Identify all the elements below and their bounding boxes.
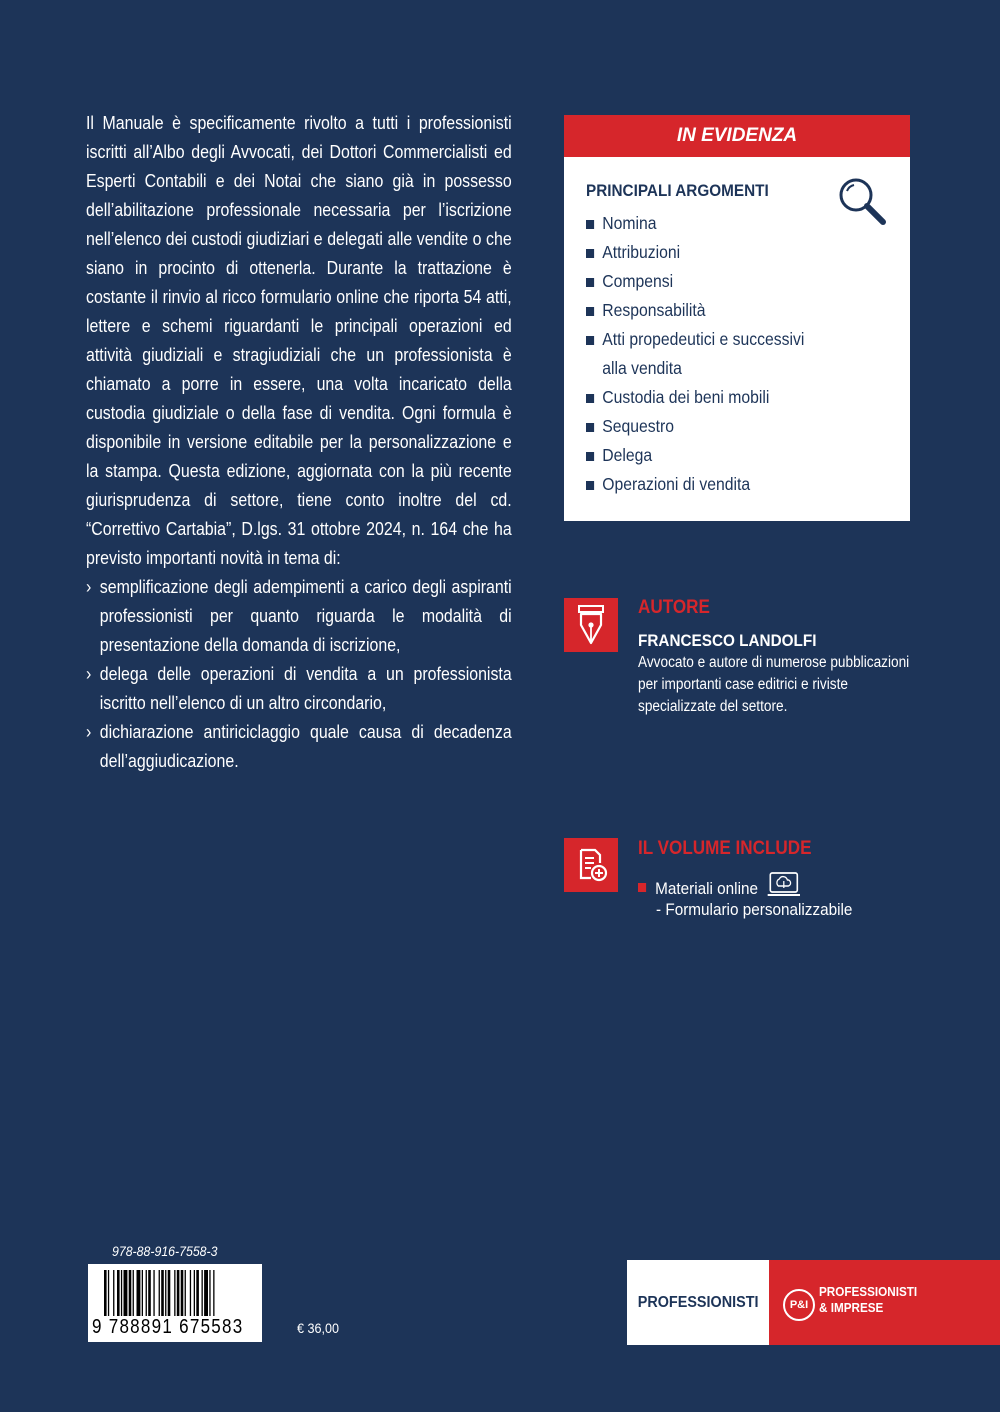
topic-item: Attribuzioni (586, 238, 856, 267)
topic-item: Sequestro (586, 412, 856, 441)
barcode-bar (185, 1270, 186, 1316)
barcode-bar (108, 1270, 109, 1316)
barcode-bar (202, 1270, 203, 1316)
barcode-bar (124, 1270, 128, 1316)
topic-item: Operazioni di vendita (586, 470, 856, 499)
barcode-bar (113, 1270, 114, 1316)
barcode-digits: 9 788891 675583 (92, 1316, 244, 1338)
barcode-bar (190, 1270, 191, 1316)
topic-item: Responsabilità (586, 296, 856, 325)
barcode-bar (174, 1270, 175, 1316)
series-label (627, 1260, 769, 1345)
barcode-bar (165, 1270, 166, 1316)
novelty-item: › delega delle operazioni di vendita a un professionista iscritto nell’elenco di un altro circondario, (86, 659, 512, 717)
publisher-name (819, 1284, 917, 1316)
barcode-bar (194, 1270, 195, 1316)
topic-item: Custodia dei beni mobili (586, 383, 856, 412)
barcode-bar (153, 1270, 154, 1316)
barcode-bar (129, 1270, 132, 1316)
publisher-mark: P&I (783, 1289, 815, 1321)
topics-title: PRINCIPALI ARGOMENTI (586, 181, 769, 200)
novelty-item: › semplificazione degli adempimenti a carico degli aspiranti professionisti per quanto riguarda le modalità di presentazione della domanda di iscrizione, (86, 572, 512, 659)
barcode-bar (159, 1270, 160, 1316)
barcode-bar (209, 1270, 210, 1316)
barcode-bar (213, 1270, 214, 1316)
barcode-bar (117, 1270, 120, 1316)
barcode-bar (133, 1270, 134, 1316)
barcode-bar (196, 1270, 199, 1316)
series-text: PROFESSIONISTI (637, 1293, 759, 1311)
barcode-bar (161, 1270, 164, 1316)
novelty-item: › dichiarazione antiriciclaggio quale causa di decadenza dell’aggiudicazione. (86, 717, 512, 775)
publisher-line2: & IMPRESE (819, 1300, 884, 1315)
publisher-logo (769, 1260, 1000, 1345)
barcode-bar (177, 1270, 180, 1316)
isbn: 978-88-916-7558-3 (112, 1243, 218, 1259)
author-bio: Avvocato e autore di numerose pubblicazioni per importanti case editrici e riviste specializzate del settore. (638, 654, 910, 715)
description-text (86, 108, 512, 775)
barcode-bar (121, 1270, 122, 1316)
barcode (88, 1264, 262, 1342)
evidence-box (564, 115, 910, 521)
topic-item: Compensi (586, 267, 856, 296)
barcode-bar (146, 1270, 147, 1316)
topic-item-continuation: alla vendita (602, 358, 682, 378)
barcode-bar (142, 1270, 143, 1316)
barcode-bar (148, 1270, 151, 1316)
price: € 36,00 (297, 1320, 340, 1336)
novelty-list (86, 572, 512, 775)
barcode-bar (181, 1270, 184, 1316)
includes-heading: IL VOLUME INCLUDE (638, 838, 812, 859)
author-heading: AUTORE (638, 597, 710, 618)
barcode-bar (137, 1270, 141, 1316)
topic-item: Delega (586, 441, 856, 470)
laptop-cloud-icon (768, 872, 800, 898)
barcode-bar (104, 1270, 107, 1316)
barcode-bar (168, 1270, 171, 1316)
barcode-bar (204, 1270, 208, 1316)
includes-subitem: - Formulario personalizzabile (656, 900, 853, 919)
pen-nib-icon (564, 598, 618, 652)
author-name: FRANCESCO LANDOLFI (638, 631, 817, 650)
topics-list (586, 209, 886, 499)
includes-item-label: Materiali online (655, 879, 759, 898)
barcode-bars (88, 1266, 262, 1318)
topic-item: Atti propedeutici e successivi (586, 325, 856, 354)
document-add-icon (564, 838, 618, 892)
topic-item: Nomina (586, 209, 856, 238)
bullet-square (638, 883, 646, 892)
publisher-line1: PROFESSIONISTI (819, 1284, 918, 1299)
evidence-header: IN EVIDENZA (564, 115, 910, 157)
description-paragraph: Il Manuale è specificamente rivolto a tutti i professionisti iscritti all’Albo degli Avvocati, dei Dottori Commercialisti ed Esperti Contabili e dei Notai che siano già in possesso dell’abilitazione professionale necessaria per l’iscrizione nell’elenco dei custodi giudiziari e delegati alle vendite o che siano in procinto di ottenerla. Durante la trattazione è costante il rinvio al ricco formulario online che riporta 54 atti, lettere e schemi riguardanti le principali operazioni ed attività giudiziali e stragiudiziali che un professionista è chiamato a porre in essere, una volta incaricato della custodia giudiziale o della fase di vendita. Ogni formula è disponibile in versione editabile per la personalizzazione e la stampa. Questa edizione, aggiornata con la più recente giurisprudenza di settore, tiene conto inoltre del cd. “Correttivo Cartabia”, D.lgs. 31 ottobre 2024, n. 164 che ha previsto importanti novità in tema di: (86, 112, 512, 568)
